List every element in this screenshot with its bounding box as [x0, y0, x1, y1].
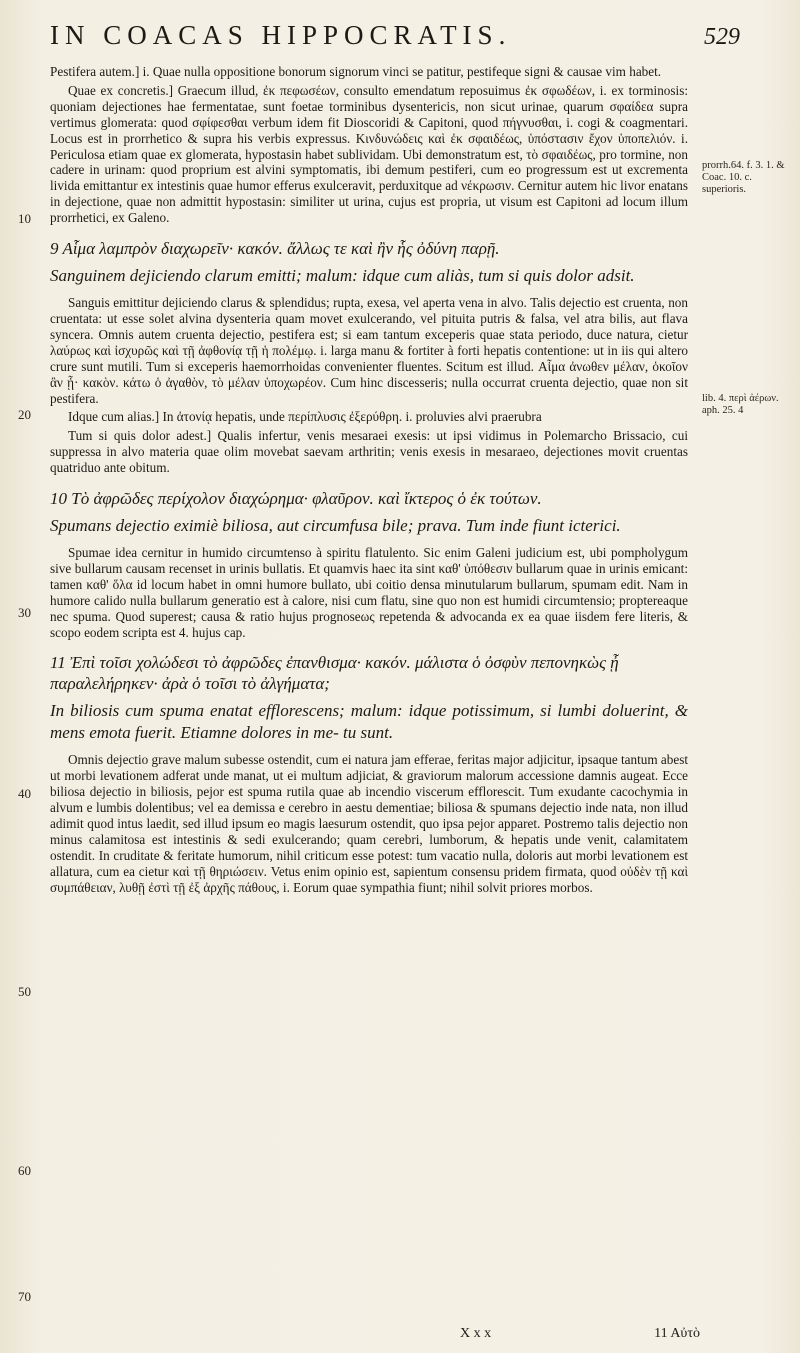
line-number: 30 [18, 605, 31, 620]
margin-note: lib. 4. περὶ ἀέρων. aph. 25. 4 [702, 393, 779, 416]
commentary-paragraph: Pestifera autem.] i. Quae nulla oppositione bonorum signorum vinci se patitur, pestifeque signi & causae vim habet. [50, 64, 662, 79]
line-number: 40 [18, 786, 31, 801]
line-number: 20 [18, 407, 31, 422]
page-header [50, 20, 760, 60]
commentary-paragraph: Spumae idea cernitur in humido circumtenso à spiritu flatulento. Sic enim Galeni judicium est, ubi pompholygum sive bullarum causam recenset in urinis bullatis. Et quamvis haec ita sint καθ' ὑπόθεσιν bullarum quae in urinis emicant: tamen καθ' ὅλα id locum habet in omni humore bullato, ubi coitio densa minutularum bullarum, spumam edit. Nam in humore calido nulla bullarum generatio est à calore, nisi cum flatu, sine quo non est humidi circumtensio; proptereaque nec spuma. Quod superest; causa & ratio hujus prognoseως repetenda & advocanda ex ea quae iisdem fere literis, & scopo eodem scripta est 4. hujus cap. [50, 545, 688, 640]
aphorism-latin: Sanguinem dejiciendo clarum emitti; malum: idque cum aliàs, tum si quis dolor adsit. [50, 266, 635, 286]
aphorism-9 [50, 238, 688, 287]
aphorism-10 [50, 488, 688, 537]
line-number: 50 [18, 984, 31, 999]
margin-note: prorrh.64. f. 3. 1. & Coac. 10. c. superioris. [702, 160, 785, 195]
aphorism-greek: 10 Τὸ ἀφρῶδες περίχολον διαχώρημα· φλαῦρον. καὶ ἴκτερος ὁ ἐκ τούτων. [50, 489, 542, 509]
aphorism-greek: 11 Ἐπὶ τοῖσι χολώδεσι τὸ ἀφρῶδες ἐπανθισμα· κακόν. μάλιστα ὁ ὀσφὺν πεπονηκὼς ᾖ παραλελήρηκεν· ἀρὰ ὁ τοῖσι τὸ ἀλγήματα; [50, 653, 619, 694]
commentary-paragraph: Sanguis emittitur dejiciendo clarus & splendidus; rupta, exesa, vel aperta vena in alvo. Talis dejectio est cruenta, non cruentata: ut esse solet alvina dysenteria quam movet exulcerando, vel pituita putris & falsa, vel atra bilis, aut flava syncera. Omnis autem cruenta dejectio, pestifera est; si eam tantum exceperis quae stata periodo, duce natura, cietur λαύρως καὶ ἰσχυρῶς καὶ τῇ ἀφθονίᾳ τῇ ἡ πολέμῳ. i. larga manu & fortiter à forti hepatis contentione: ut in iis qui altero crure sunt mutili. Tum si exceperis haemorrhoidas convenienter fluentes. Scitum est illud. Αἷμα ἀνωθεν μέλαν, ὁκοῖον ἂν ᾖ· κακὸν. κάτω ὁ ἀγαθὸν, τὸ μέλαν ὑποχωρέον. Cum hinc discesseris; nulla occurrat cruenta dejectio, quae non sit pestifera. [50, 295, 688, 406]
commentary-paragraph: Omnis dejectio grave malum subesse ostendit, cum ei natura jam efferae, feritas major adjicitur, ipsaque tantum abest ut morbi levationem adferat unde manat, ut ei multum adjiciat, & graviorum malorum accessione damnis augeat. Ecce biliosa dejectio in biliosis, pejor est spuma rutila quae ab incendio viscerum efflorescit. Tum exudante cacochymia in alvum e lumbis dolentibus; vel ea demissa e cerebro in aestu dementiae; biliosa & spumans dejectio inde nata, non illud adimit quod intus laedit, sed illud ipsum eo magis laesurum ostendit, quo ipsa pejor apparet. Postremo talis dejectio non minus calamitosa est intestinis & sedi exulcerando; quam cerebri, lumborum, & hepatis unde venit, calamitatem ostendit. In cruditate & feritate humorum, nihil criticum esse potest: tum vacatio nulla, doloris aut morbi levationem est allatura, cum ea cietur καὶ τῇ θηριώσειν. Vetus enim opinio est, sapientum consensu pridem firmata, quod οὐδὲν τῇ καὶ συμπάθειαν, λυθῇ ἐστὶ τῇ ἐξ ἀρχῆς πάθους, i. Eorum quae sympathia fiunt; nihil solvit priores morbos. [50, 752, 688, 895]
line-number: 10 [18, 211, 31, 226]
aphorism-latin: In biliosis cum spuma enatat efflorescens; malum: idque potissimum, si lumbi doluerint, & mens emota fuerit. Etiamne dolores in me- tu sunt. [50, 701, 688, 743]
commentary-paragraph: Tum si quis dolor adest.] Qualis infertur, venis mesaraei exesis: ut ipsi vidimus in Polemarcho Brissacio, cui suppressa in alvo materia quae olim movebat saevam arthritin; venis exesis in mesaraeo, dejectiones movit cruentas quatriduo ante obitum. [50, 428, 688, 476]
running-head: IN COACAS HIPPOCRATIS. [50, 20, 512, 50]
aphorism-latin: Spumans dejectio eximiè biliosa, aut circumfusa bile; prava. Tum inde fiunt icterici. [50, 516, 621, 536]
aphorism-11 [50, 652, 688, 744]
commentary-paragraph: Quae ex concretis.] Graecum illud, ἐκ πεφωσέων, consulto emendatum reposuimus ἐκ σφωδέων, i. ex torminosis: quoniam dejectiones hae fermentatae, sunt foetae torminibus dysentericis, non sicut urinae, quarum σφαίδεα supra vertimus glomerata: quod σφίφεσθαι verbum idem fit Dioscoridi & Capitoni, quod πήγνυσθαι, i. cogi & coagmentari. Locus est in prorrhetico & supra his verbis expressus. Κινδυνώδεις καὶ ἐκ σφαιδέως, ὑπόστασιν ἔχον ὑποπελιόν. i. Periculosa etiam quae ex glomerata, hypostasin habet sublividam. Ubi demonstratum est, τὸ σφαιδέως, pro tormine, non cadere in urinam: quod proprium est alvini symptomatis, ibi demum pestiferi, cum eo progressum est ut excrementa livida emittantur ex intestinis quae humor efferus exulceravit, perduxitque ad νέκρωσιν. Cernitur autem hic livor enatans in dejectione, quae non admittit hypostasin: similiter ut urina, cujus est propria, ut visum est Capitoni ad locum illum prorrhetici, ex Galeno. [50, 82, 688, 226]
page-footer [50, 1326, 700, 1346]
line-number: 60 [18, 1163, 31, 1178]
aphorism-greek: 9 Αἷμα λαμπρὸν διαχωρεῖν· κακόν. ἄλλως τε καὶ ἢν ἧς ὀδύνη παρῇ. [50, 239, 500, 259]
line-number: 70 [18, 1289, 31, 1304]
page-number: 529 [704, 24, 740, 50]
main-text [50, 64, 688, 899]
signature-mark: X x x [460, 1326, 492, 1341]
commentary-paragraph: Idque cum alias.] In ἀτονίᾳ hepatis, unde περίπλυσις ἐξερύθρη. i. proluvies alvi praerubra [68, 409, 542, 425]
catchword: 11 Αὐτὸ [654, 1326, 700, 1341]
